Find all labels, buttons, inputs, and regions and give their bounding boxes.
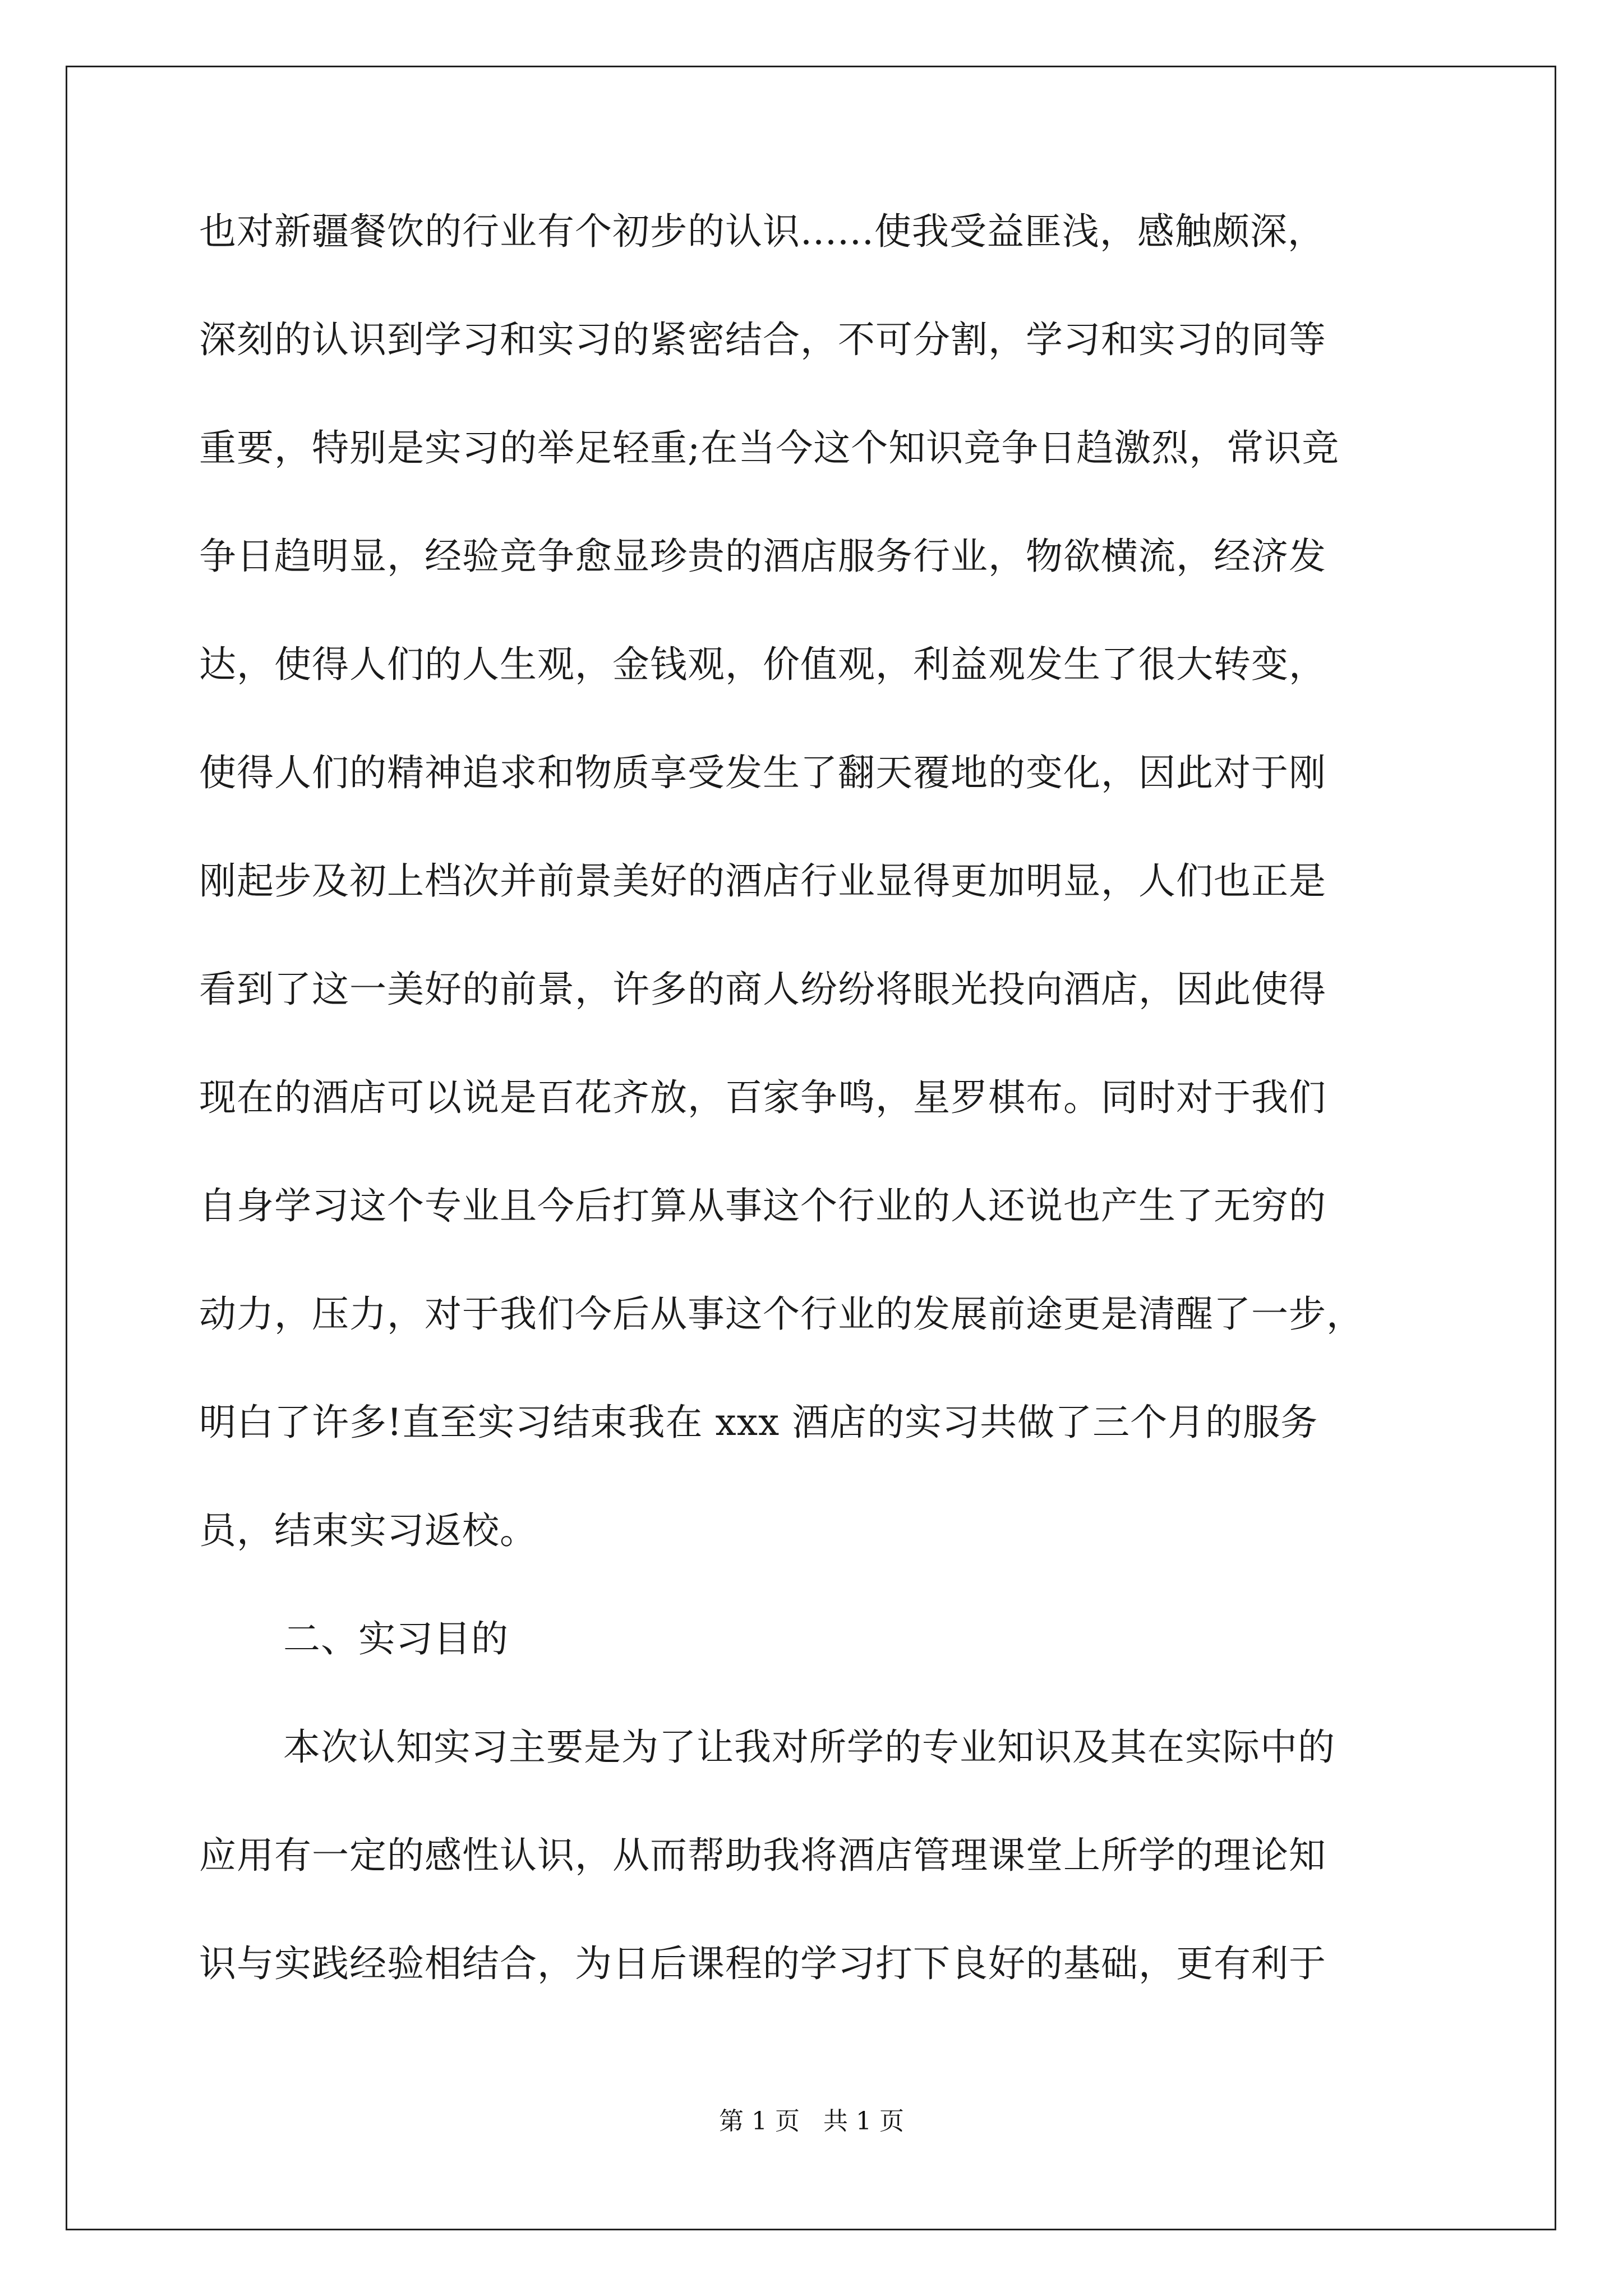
text-line: 刚起步及初上档次并前景美好的酒店行业显得更加明显，人们也正是: [199, 859, 1326, 903]
page-footer: 第 1 页 共 1 页: [719, 2107, 904, 2136]
text-line: 明白了许多!直至实习结束我在 xxx 酒店的实习共做了三个月的服务: [199, 1401, 1318, 1444]
text-line: 识与实践经验相结合，为日后课程的学习打下良好的基础，更有利于: [199, 1942, 1326, 1985]
text-line: 现在的酒店可以说是百花齐放，百家争鸣，星罗棋布。同时对于我们: [199, 1076, 1326, 1119]
text-line: 争日趋明显，经验竞争愈显珍贵的酒店服务行业，物欲横流，经济发: [199, 535, 1326, 578]
text-line: 达，使得人们的人生观，金钱观，价值观，利益观发生了很大转变，: [199, 643, 1326, 686]
text-line: 员，结束实习返校。: [199, 1509, 537, 1552]
text-line: 动力，压力，对于我们今后从事这个行业的发展前途更是清醒了一步，: [199, 1292, 1364, 1336]
text-line: 应用有一定的感性认识，从而帮助我将酒店管理课堂上所学的理论知: [199, 1834, 1326, 1877]
text-line: 重要，特别是实习的举足轻重;在当今这个知识竞争日趋激烈，常识竞: [199, 426, 1340, 470]
text-line: 也对新疆餐饮的行业有个初步的认识......使我受益匪浅，感触颇深，: [199, 210, 1325, 253]
text-line: 使得人们的精神追求和物质享受发生了翻天覆地的变化，因此对于刚: [199, 751, 1326, 794]
document-body: [199, 210, 1427, 2054]
text-line: 看到了这一美好的前景，许多的商人纷纷将眼光投向酒店，因此使得: [199, 968, 1326, 1011]
text-line: 深刻的认识到学习和实习的紧密结合，不可分割，学习和实习的同等: [199, 318, 1326, 361]
text-line: 本次认知实习主要是为了让我对所学的专业知识及其在实际中的: [283, 1726, 1335, 1769]
section-heading: 二、实习目的: [283, 1617, 509, 1660]
text-line: 自身学习这个专业且今后打算从事这个行业的人还说也产生了无穷的: [199, 1184, 1326, 1227]
